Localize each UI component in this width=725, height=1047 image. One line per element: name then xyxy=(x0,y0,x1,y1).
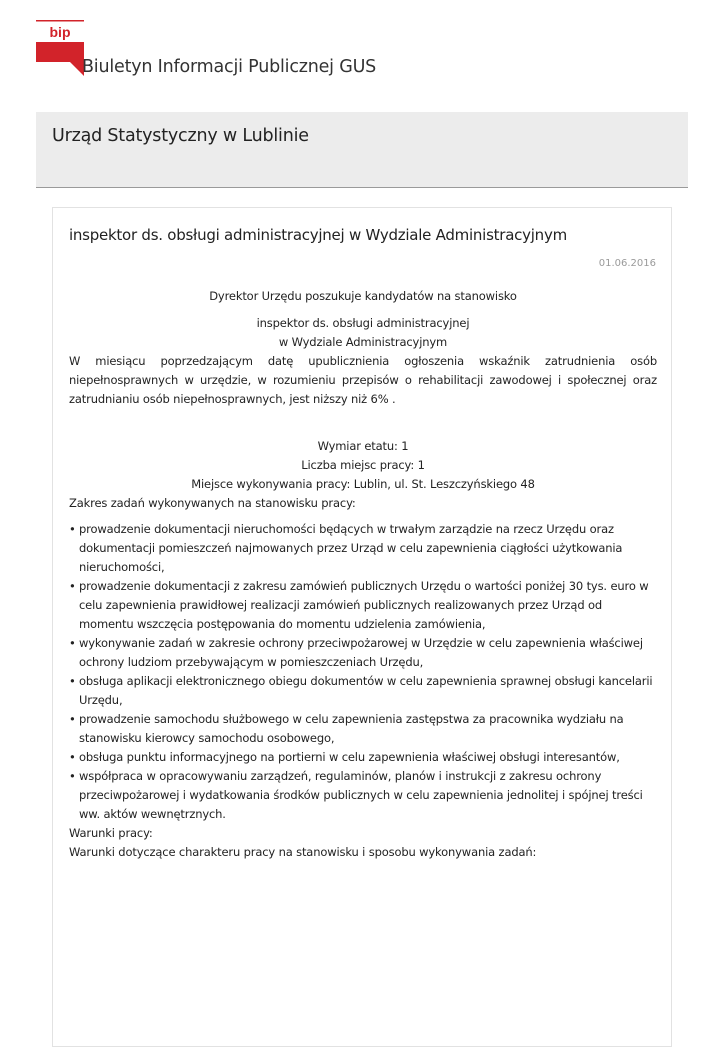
location-text: Miejsce wykonywania pracy: Lublin, ul. St. Leszczyńskiego 48 xyxy=(191,477,535,491)
office-header xyxy=(36,112,688,188)
tasks-list xyxy=(69,520,657,824)
article-title: inspektor ds. obsługi administracyjnej w Wydziale Administracyjnym xyxy=(69,226,567,244)
conditions-heading: Warunki pracy: xyxy=(69,826,153,840)
site-title[interactable]: Biuletyn Informacji Publicznej GUS xyxy=(82,57,377,77)
position-line-1: inspektor ds. obsługi administracyjnej xyxy=(256,316,470,330)
job-meta xyxy=(69,437,657,494)
vacancies-text: Liczba miejsc pracy: 1 xyxy=(301,458,425,472)
workload-text: Wymiar etatu: 1 xyxy=(317,439,409,453)
list-item: • współpraca w opracowywaniu zarządzeń, regulaminów, planów i instrukcji z zakresu ochrony przeciwpożarowej i wydatkowania środków publicznych w celu zapewnienia jednolitej i spójnej treści ww. aktów wewnętrznych. xyxy=(79,767,657,824)
list-item: • prowadzenie samochodu służbowego w celu zapewnienia zastępstwa za pracownika wydziału na stanowisku kierowcy samochodu osobowego, xyxy=(79,710,657,748)
conditions-subheading: Warunki dotyczące charakteru pracy na stanowisku i sposobu wykonywania zadań: xyxy=(69,845,537,859)
employment-indicator-text: W miesiącu poprzedzającym datę upublicznienia ogłoszenia wskaźnik zatrudnienia osób niepełnosprawnych w urzędzie, w rozumieniu przepisów o rehabilitacji zawodowej i społecznej oraz zatrudnianiu osób niepełnosprawnych, jest niższy niż 6% . xyxy=(69,354,657,406)
article-card xyxy=(52,207,672,1047)
list-item: • obsługa punktu informacyjnego na portierni w celu zapewnienia właściwej obsługi interesantów, xyxy=(79,748,657,767)
bip-logo[interactable] xyxy=(36,20,84,76)
intro-text: Dyrektor Urzędu poszukuje kandydatów na stanowisko xyxy=(209,289,517,303)
article-body xyxy=(69,287,657,862)
tasks-heading: Zakres zadań wykonywanych na stanowisku pracy: xyxy=(69,496,356,510)
article-date: 01.06.2016 xyxy=(598,258,656,269)
bip-logo-icon xyxy=(36,20,84,76)
office-name[interactable]: Urząd Statystyczny w Lublinie xyxy=(52,126,309,146)
list-item: • obsługa aplikacji elektronicznego obiegu dokumentów w celu zapewnienia sprawnej obsługi kancelarii Urzędu, xyxy=(79,672,657,710)
list-item: • wykonywanie zadań w zakresie ochrony przeciwpożarowej w Urzędzie w celu zapewnienia właściwej ochrony ludziom przebywającym w pomieszczeniach Urzędu, xyxy=(79,634,657,672)
list-item: • prowadzenie dokumentacji nieruchomości będących w trwałym zarządzie na rzecz Urzędu oraz dokumentacji pomieszczeń najmowanych przez Urząd w celu zapewnienia ciągłości użytkowania nieruchomości, xyxy=(79,520,657,577)
bip-logo-text: bip xyxy=(49,24,71,40)
position-line-2: w Wydziale Administracyjnym xyxy=(278,335,448,349)
position-block xyxy=(69,314,657,352)
list-item: • prowadzenie dokumentacji z zakresu zamówień publicznych Urzędu o wartości poniżej 30 tys. euro w celu zapewnienia prawidłowej realizacji zamówień publicznych realizowanych przez Urząd od momentu wszczęcia postępowania do momentu udzielenia zamówienia, xyxy=(79,577,657,634)
